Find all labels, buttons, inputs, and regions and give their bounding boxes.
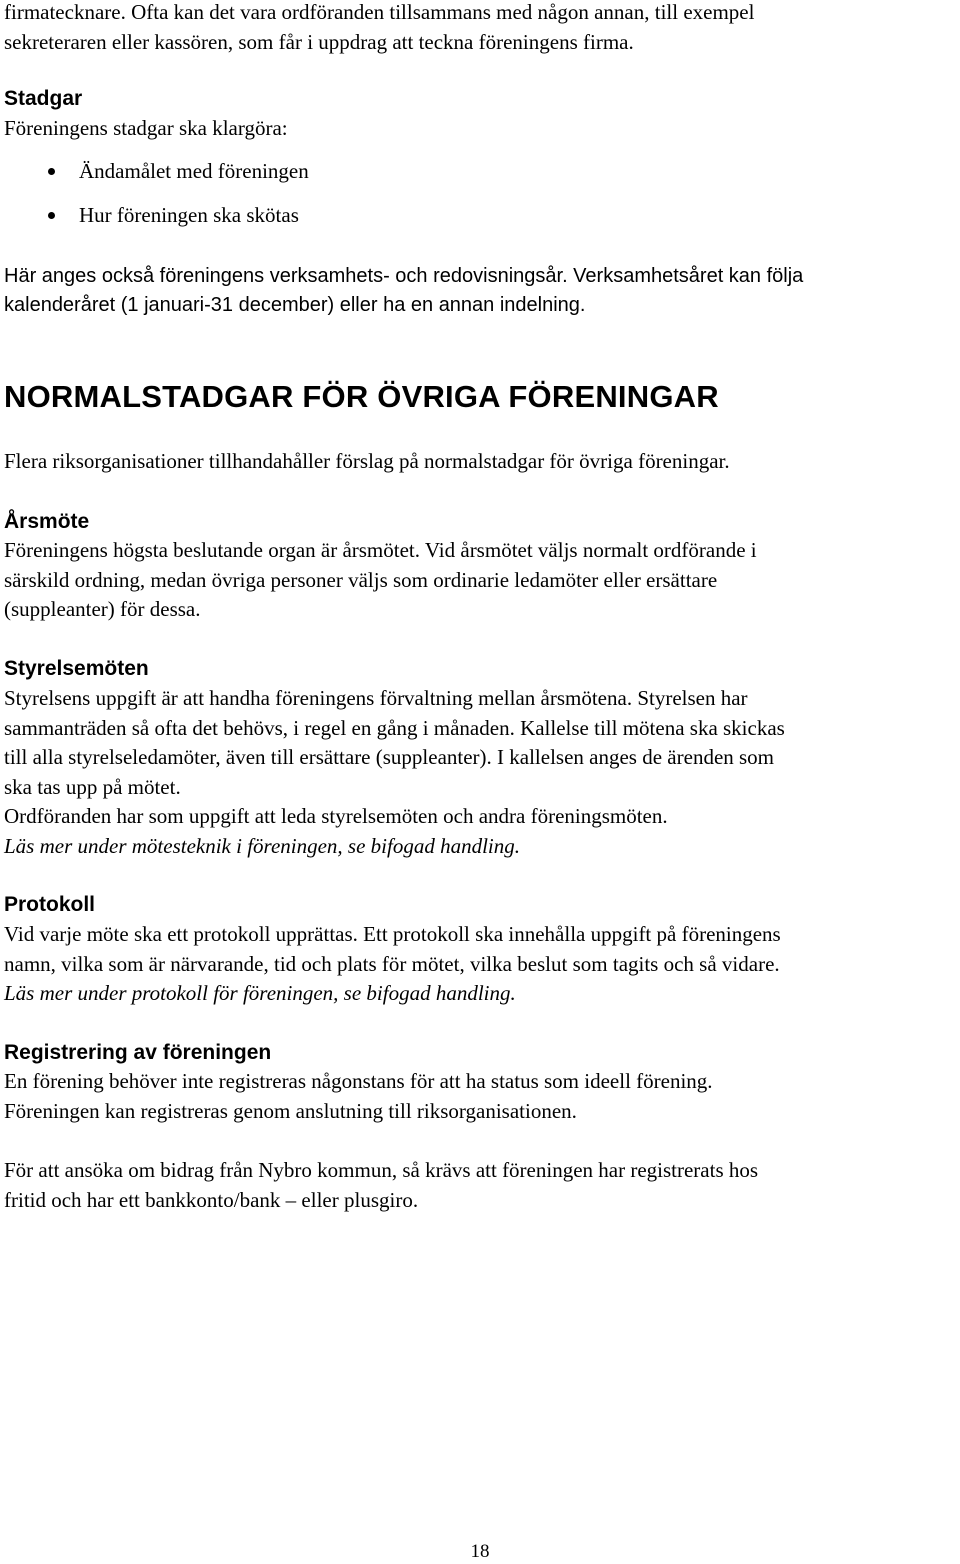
registrering-paragraph (4, 1067, 713, 1126)
bullet-text: Hur föreningen ska skötas (79, 203, 299, 227)
arsmote-line-2: särskild ordning, medan övriga personer väljs som ordinarie ledamöter eller ersättare (4, 567, 718, 592)
protokoll-line-1: Vid varje möte ska ett protokoll upprättas. Ett protokoll ska innehålla uppgift på föreningens (4, 922, 781, 946)
styrelsemoten-line-4: ska tas upp på mötet. (4, 774, 181, 799)
styrelsemoten-line-2: sammanträden så ofta det behövs, i regel en gång i månaden. Kallelse till mötena ska skickas (4, 715, 785, 740)
bullet-icon (48, 212, 55, 219)
protokoll-line-2: namn, vilka som är närvarande, tid och plats för mötet, vilka beslut som tagits och så vidare. (4, 951, 780, 976)
stadgar-lead: Föreningens stadgar ska klargöra: (4, 116, 288, 140)
styrelsemoten-heading: Styrelsemöten (4, 657, 149, 680)
registrering-line-2: Föreningen kan registreras genom anslutning till riksorganisationen. (4, 1098, 577, 1123)
stadgar-bullet-list (4, 157, 604, 245)
stadgar-para-line-2: kalenderåret (1 januari-31 december) eller ha en annan indelning. (4, 294, 586, 316)
arsmote-line-1: Föreningens högsta beslutande organ är årsmötet. Vid årsmötet väljs normalt ordförande i (4, 538, 757, 562)
styrelsemoten-line-3: till alla styrelseledamöter, även till ersättare (suppleanter). I kallelsen anges de ärenden som (4, 745, 775, 769)
page-number: 18 (470, 1541, 490, 1562)
stadgar-paragraph (4, 262, 803, 320)
intro-line-2: sekreteraren eller kassören, som får i uppdrag att teckna föreningens firma. (4, 29, 634, 54)
normalstadgar-heading: NORMALSTADGAR FÖR ÖVRIGA FÖRENINGAR (4, 379, 719, 414)
bullet-text: Ändamålet med föreningen (79, 159, 309, 183)
intro-line-1: firmatecknare. Ofta kan det vara ordföranden tillsammans med någon annan, till exempel (4, 0, 755, 24)
bullet-icon (48, 168, 55, 175)
bidrag-paragraph (4, 1156, 758, 1215)
registrering-line-1: En förening behöver inte registreras någonstans för att ha status som ideell förening. (4, 1069, 713, 1093)
list-item (4, 157, 604, 201)
intro-paragraph (4, 0, 754, 57)
styrelsemoten-note: Läs mer under mötesteknik i föreningen, se bifogad handling. (4, 833, 520, 858)
protokoll-heading: Protokoll (4, 893, 96, 916)
registrering-line-4: fritid och har ett bankkonto/bank – eller plusgiro. (4, 1187, 419, 1212)
styrelsemoten-line-1: Styrelsens uppgift är att handha föreningens förvaltning mellan årsmötena. Styrelsen har (4, 686, 748, 710)
normalstadgar-text: Flera riksorganisationer tillhandahåller förslag på normalstadgar för övriga föreningar. (4, 449, 730, 473)
registrering-line-3: För att ansöka om bidrag från Nybro kommun, så krävs att föreningen har registrerats hos (4, 1158, 759, 1182)
registrering-heading: Registrering av föreningen (4, 1041, 272, 1064)
stadgar-heading: Stadgar (4, 87, 83, 110)
styrelsemoten-paragraph (4, 684, 785, 861)
styrelsemoten-line-5: Ordföranden har som uppgift att leda styrelsemöten och andra föreningsmöten. (4, 804, 668, 828)
arsmote-heading: Årsmöte (4, 510, 90, 533)
list-item (4, 201, 604, 245)
protokoll-paragraph (4, 920, 781, 1009)
protokoll-note: Läs mer under protokoll för föreningen, se bifogad handling. (4, 981, 516, 1005)
arsmote-paragraph (4, 536, 757, 625)
arsmote-line-3: (suppleanter) för dessa. (4, 597, 201, 621)
stadgar-para-line-1: Här anges också föreningens verksamhets- och redovisningsår. Verksamhetsåret kan följa (4, 265, 804, 287)
